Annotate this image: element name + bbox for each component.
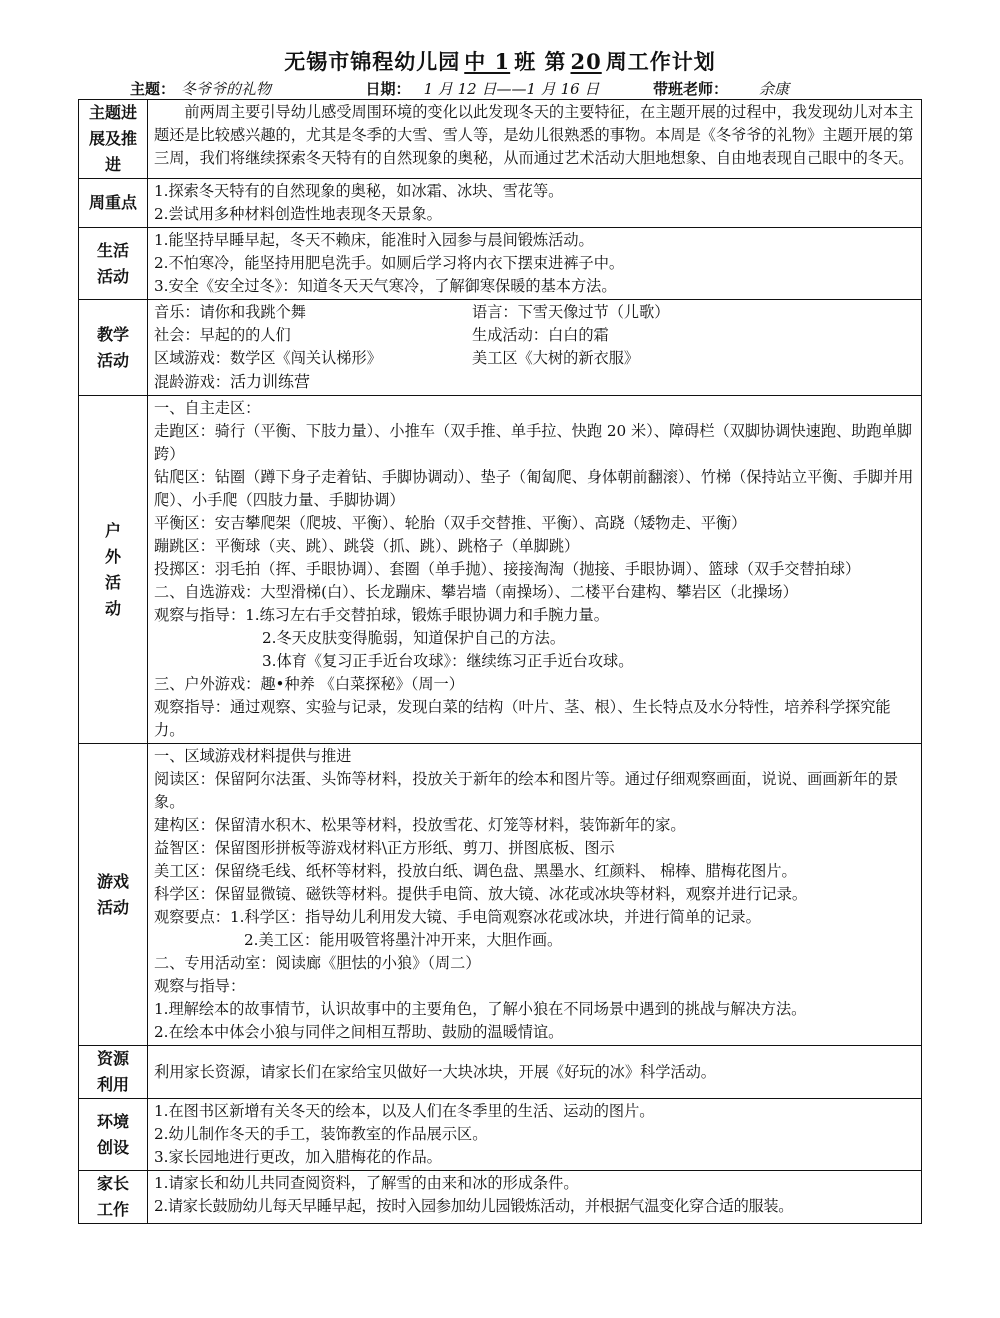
row-progress: [79, 100, 922, 179]
row-focus: [79, 179, 922, 228]
label-environment: 环境 创设: [79, 1099, 148, 1171]
label-focus: 周重点: [79, 179, 148, 228]
content-environment: 1.在图书区新增有关冬天的绘本，以及人们在冬季里的生活、运动的图片。 2.幼儿制作冬天的手工，装饰教室的作品展示区。 3.家长园地进行更改，加入腊梅花的作品。: [148, 1099, 922, 1171]
content-games: 一、区域游戏材料提供与推进 阅读区：保留阿尔法蛋、头饰等材料，投放关于新年的绘本和图片等。通过仔细观察画面，说说、画画新年的景象。 建构区：保留清水积木、松果等材料，投放雪花、灯笼等材料，装饰新年的家。 益智区：保留图形拼板等游戏材料\正方形纸、剪刀、拼图底板、图示 美工区：保留绕毛线、纸杯等材料，投放白纸、调色盘、黑墨水、红颜料、 棉棒、腊梅花图片。 科学区：保留显微镜、磁铁等材料。提供手电筒、放大镜、冰花或冰块等材料，观察并进行记录。 观察要点：1.科学区：指导幼儿利用发大镜、手电筒观察冰花或冰块，并进行简单的记录。 2.美工区：能用吸管将墨汁冲开来，大胆作画。 二、专用活动室：阅读廊《胆怯的小狼》（周二） 观察与指导： 1.理解绘本的故事情节，认识故事中的主要角色，了解小狼在不同场景中遇到的挑战与解决方法。 2.在绘本中体会小狼与同伴之间相互帮助、鼓励的温暖情谊。: [148, 744, 922, 1046]
row-environment: [79, 1099, 922, 1171]
class-name: 中 1: [464, 49, 511, 74]
row-life: [79, 228, 922, 300]
content-teaching: 音乐：请你和我跳个舞 语言：下雪天像过节（儿歌） 社会：早起的的人们 生成活动：白白的霜 区域游戏：数学区《闯关认梯形》 美工区《大树的新衣服》 混龄游戏：活力训练营: [148, 300, 922, 396]
row-outdoor: [79, 396, 922, 744]
label-life: 生活 活动: [79, 228, 148, 300]
label-games: 游戏 活动: [79, 744, 148, 1046]
label-progress: 主题进 展及推 进: [79, 100, 148, 179]
content-resources: 利用家长资源，请家长们在家给宝贝做好一大块冰块，开展《好玩的冰》科学活动。: [148, 1046, 922, 1099]
week-number: 20: [570, 49, 602, 74]
content-progress: 前两周主要引导幼儿感受周围环境的变化以此发现冬天的主要特征，在主题开展的过程中，我发现幼儿对本主题还是比较感兴趣的，尤其是冬季的大雪、雪人等，是幼儿很熟悉的事物。本周是《冬爷爷的礼物》主题开展的第三周，我们将继续探索冬天特有的自然现象的奥秘，从而通过艺术活动大胆地想象、自由地表现自己眼中的冬天。: [148, 100, 922, 179]
teacher-value: 余康: [728, 78, 820, 100]
plan-table: [78, 99, 922, 1224]
content-life: 1.能坚持早睡早起，冬天不赖床，能准时入园参与晨间锻炼活动。 2.不怕寒冷，能坚持用肥皂洗手。如厕后学习将内衣下摆束进裤子中。 3.安全《安全过冬》：知道冬天天气寒冷，了解御寒保暖的基本方法。: [148, 228, 922, 300]
school-name: 无锡市锦程幼儿园: [284, 49, 461, 74]
row-resources: [79, 1046, 922, 1099]
row-parents: [79, 1171, 922, 1224]
content-parents: 1.请家长和幼儿共同查阅资料，了解雪的由来和冰的形成条件。 2.请家长鼓励幼儿每天早睡早起，按时入园参加幼儿园锻炼活动，并根据气温变化穿合适的服装。: [148, 1171, 922, 1224]
date-value: 1 月 12 日——1 月 16 日: [411, 78, 613, 100]
content-outdoor: 一、自主走区： 走跑区：骑行（平衡、下肢力量）、小推车（双手推、单手拉、快跑 20 米）、障碍栏（双脚协调快速跑、助跑单脚跨） 钻爬区：钻圈（蹲下身子走着钻、手脚协调动）、垫子（匍匐爬、身体朝前翻滚）、竹梯（保持站立平衡、手脚并用爬）、小手爬（四肢力量、手脚协调） 平衡区：安吉攀爬架（爬坡、平衡）、轮胎（双手交替推、平衡）、高跷（矮物走、平衡） 蹦跳区：平衡球（夹、跳）、跳袋（抓、跳）、跳格子（单脚跳） 投掷区：羽毛拍（挥、手眼协调）、套圈（单手抛）、接接淘淘（抛接、手眼协调）、篮球（双手交替拍球） 二、自选游戏：大型滑梯(白）、长龙蹦床、攀岩墙（南操场）、二楼平台建构、攀岩区（北操场） 观察与指导：1.练习左右手交替拍球，锻炼手眼协调力和手腕力量。 2.冬天皮肤变得脆弱，知道保护自己的方法。 3.体育《复习正手近台攻球》：继续练习正手近台攻球。 三、户外游戏：趣•种养 《白菜探秘》（周一） 观察指导：通过观察、实验与记录，发现白菜的结构（叶片、茎、根）、生长特点及水分特性，培养科学探究能力。: [148, 396, 922, 744]
content-focus: 1.探索冬天特有的自然现象的奥秘，如冰霜、冰块、雪花等。 2.尝试用多种材料创造性地表现冬天景象。: [148, 179, 922, 228]
meta-line: 主题： 冬爷爷的礼物 日期： 1 月 12 日——1 月 16 日 带班老师： 余康: [130, 78, 910, 100]
label-parents: 家长 工作: [79, 1171, 148, 1224]
label-outdoor: 户 外 活 动: [79, 396, 148, 744]
label-resources: 资源 利用: [79, 1046, 148, 1099]
row-games: [79, 744, 922, 1046]
page-title: 无锡市锦程幼儿园 中 1 班 第 20 周工作计划: [284, 49, 716, 74]
row-teaching: [79, 300, 922, 396]
label-teaching: 教学 活动: [79, 300, 148, 396]
theme-value: 冬爷爷的礼物: [175, 78, 327, 100]
